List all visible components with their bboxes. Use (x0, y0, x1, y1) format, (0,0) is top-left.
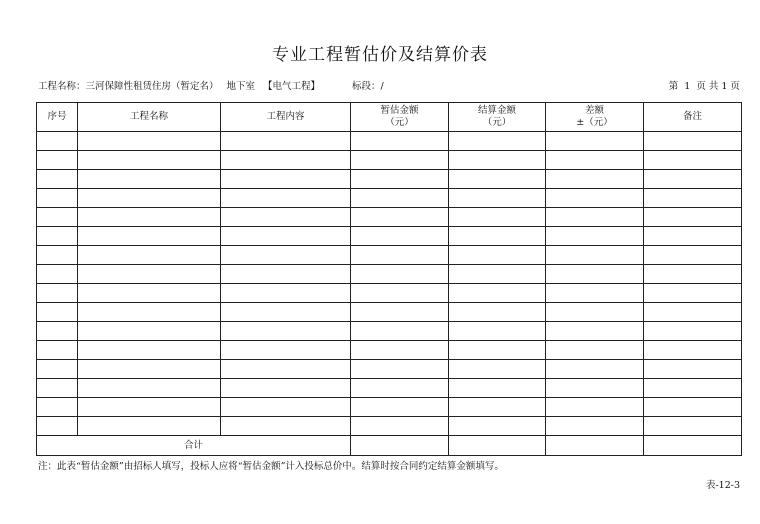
cell-estimate (351, 284, 449, 303)
cell-settlement (449, 417, 546, 436)
cell-settlement (449, 379, 546, 398)
project-info (38, 78, 320, 92)
cell-difference (546, 246, 644, 265)
cell-seq (37, 189, 78, 208)
cell-difference (546, 398, 644, 417)
cell-content (221, 132, 351, 151)
table-row (37, 303, 742, 322)
page-suffix: 页 (730, 81, 740, 92)
project-location: 地下室 (226, 81, 256, 92)
table-row (37, 360, 742, 379)
cell-remark (644, 417, 742, 436)
cell-remark (644, 170, 742, 189)
cell-content (221, 341, 351, 360)
table-row (37, 189, 742, 208)
header-remark: 备注 (644, 103, 742, 132)
page-prefix: 第 (668, 81, 679, 92)
cell-seq (37, 170, 78, 189)
cell-remark (644, 322, 742, 341)
header-seq: 序号 (37, 103, 78, 132)
cell-seq (37, 227, 78, 246)
cell-seq (37, 265, 78, 284)
project-discipline: 【电气工程】 (263, 81, 321, 92)
cell-remark (644, 227, 742, 246)
cell-settlement (449, 284, 546, 303)
cell-difference (546, 227, 644, 246)
cell-seq (37, 303, 78, 322)
header-project-content: 工程内容 (221, 103, 351, 132)
table-row (37, 284, 742, 303)
cell-content (221, 322, 351, 341)
cell-estimate (351, 360, 449, 379)
cell-content (221, 360, 351, 379)
estimate-table (36, 102, 742, 456)
cell-content (221, 189, 351, 208)
cell-estimate (351, 322, 449, 341)
cell-settlement (449, 151, 546, 170)
total-label: 合计 (37, 436, 351, 456)
cell-content (221, 398, 351, 417)
table-number: 表-12-3 (705, 480, 740, 491)
cell-seq (37, 151, 78, 170)
cell-content (221, 227, 351, 246)
cell-estimate (351, 208, 449, 227)
header-difference (546, 103, 644, 132)
cell-name (78, 132, 221, 151)
cell-estimate (351, 189, 449, 208)
cell-settlement (449, 246, 546, 265)
cell-settlement (449, 303, 546, 322)
cell-estimate (351, 170, 449, 189)
cell-remark (644, 303, 742, 322)
cell-settlement (449, 322, 546, 341)
cell-name (78, 151, 221, 170)
cell-seq (37, 417, 78, 436)
cell-difference (546, 303, 644, 322)
table-row (37, 341, 742, 360)
cell-remark (644, 341, 742, 360)
cell-estimate (351, 265, 449, 284)
cell-seq (37, 246, 78, 265)
cell-difference (546, 265, 644, 284)
cell-seq (37, 208, 78, 227)
section-value: / (380, 81, 384, 92)
cell-remark (644, 265, 742, 284)
cell-difference (546, 132, 644, 151)
cell-settlement (449, 227, 546, 246)
cell-name (78, 265, 221, 284)
header-estimate-label: 暂估金额 (380, 105, 419, 116)
cell-remark (644, 398, 742, 417)
cell-difference (546, 379, 644, 398)
cell-remark (644, 151, 742, 170)
cell-settlement (449, 360, 546, 379)
cell-seq (37, 132, 78, 151)
cell-settlement (449, 132, 546, 151)
cell-settlement (449, 398, 546, 417)
cell-estimate (351, 246, 449, 265)
table-row (37, 265, 742, 284)
cell-difference (546, 189, 644, 208)
table-row (37, 379, 742, 398)
cell-content (221, 208, 351, 227)
project-name: 三河保障性租赁住房（暂定名） (85, 81, 219, 92)
cell-name (78, 303, 221, 322)
cell-name (78, 227, 221, 246)
cell-difference (546, 417, 644, 436)
cell-name (78, 322, 221, 341)
cell-estimate (351, 379, 449, 398)
cell-remark (644, 208, 742, 227)
cell-difference (546, 322, 644, 341)
cell-name (78, 284, 221, 303)
cell-estimate (351, 398, 449, 417)
footnote: 注：此表“暂估金额”由招标人填写，投标人应将“暂估金额”计入投标总价中。结算时按合同约定结算金额填写。 (38, 461, 504, 472)
cell-seq (37, 284, 78, 303)
header-settlement-label: 结算金额 (477, 105, 516, 116)
section-label: 标段： (352, 81, 381, 92)
cell-remark (644, 132, 742, 151)
header-settlement-unit: （元） (482, 117, 512, 128)
cell-difference (546, 284, 644, 303)
cell-name (78, 379, 221, 398)
header-settlement (449, 103, 546, 132)
cell-difference (546, 341, 644, 360)
cell-name (78, 189, 221, 208)
cell-settlement (449, 208, 546, 227)
cell-name (78, 398, 221, 417)
cell-name (78, 208, 221, 227)
page-current: 1 (684, 81, 691, 92)
cell-remark (644, 379, 742, 398)
cell-settlement (449, 265, 546, 284)
table-row (37, 417, 742, 436)
header-difference-label: 差额 (584, 105, 604, 116)
header-estimate (351, 103, 449, 132)
table-row (37, 208, 742, 227)
cell-estimate (351, 417, 449, 436)
form-title: 专业工程暂估价及结算价表 (272, 45, 488, 65)
cell-settlement (449, 189, 546, 208)
cell-remark (644, 360, 742, 379)
cell-settlement (449, 341, 546, 360)
cell-difference (546, 170, 644, 189)
total-remark-cell (644, 436, 742, 456)
cell-difference (546, 360, 644, 379)
cell-seq (37, 379, 78, 398)
cell-name (78, 417, 221, 436)
table-row (37, 398, 742, 417)
cell-content (221, 379, 351, 398)
cell-estimate (351, 303, 449, 322)
cell-content (221, 303, 351, 322)
cell-name (78, 341, 221, 360)
total-settlement-cell (449, 436, 546, 456)
table-row (37, 151, 742, 170)
header-project-name: 工程名称 (78, 103, 221, 132)
cell-name (78, 246, 221, 265)
cell-seq (37, 341, 78, 360)
section-info (352, 78, 384, 92)
cell-seq (37, 322, 78, 341)
cell-remark (644, 284, 742, 303)
cell-difference (546, 208, 644, 227)
cell-content (221, 246, 351, 265)
project-label: 工程名称： (38, 81, 86, 92)
table-row (37, 322, 742, 341)
header-estimate-unit: （元） (385, 117, 414, 128)
cell-name (78, 170, 221, 189)
page-indicator (669, 78, 740, 92)
cell-content (221, 170, 351, 189)
total-estimate-cell (351, 436, 449, 456)
table-row (37, 246, 742, 265)
cell-content (221, 265, 351, 284)
cell-content (221, 284, 351, 303)
cell-name (78, 360, 221, 379)
table-row (37, 170, 742, 189)
cell-estimate (351, 132, 449, 151)
cell-estimate (351, 151, 449, 170)
cell-estimate (351, 341, 449, 360)
cell-remark (644, 189, 742, 208)
cell-content (221, 417, 351, 436)
page-mid: 页 共 (696, 81, 719, 92)
cell-seq (37, 360, 78, 379)
total-row (37, 436, 742, 456)
cell-estimate (351, 227, 449, 246)
cell-settlement (449, 170, 546, 189)
header-difference-unit: ±（元） (576, 117, 613, 128)
cell-seq (37, 398, 78, 417)
header-row (37, 103, 742, 132)
table-row (37, 227, 742, 246)
cell-remark (644, 246, 742, 265)
table-row (37, 132, 742, 151)
total-difference-cell (546, 436, 644, 456)
page-total: 1 (721, 81, 728, 92)
cell-difference (546, 151, 644, 170)
cell-content (221, 151, 351, 170)
